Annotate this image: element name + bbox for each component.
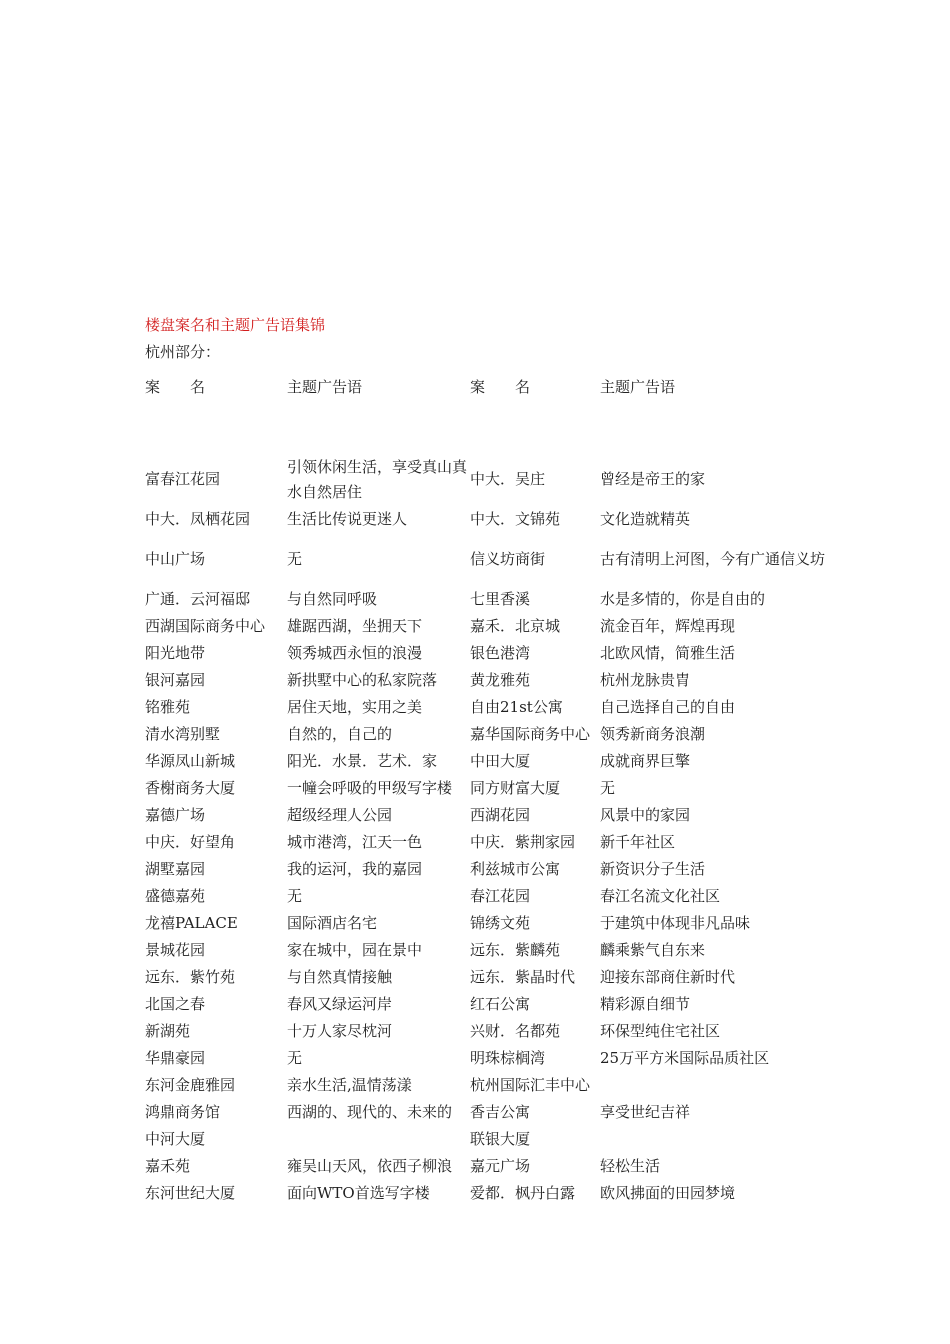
slogan-cell: 西湖的、现代的、未来的 [287, 1103, 453, 1121]
slogan-cell: 精彩源自细节 [600, 995, 691, 1013]
header-cell-slogan: 主题广告语 [287, 378, 363, 396]
slogan-cell: 风景中的家园 [600, 806, 691, 824]
slogan-cell: 流金百年，辉煌再现 [600, 617, 736, 635]
project-name-cell: 富春江花园 [145, 470, 221, 488]
slogan-cell: 与自然真情接触 [287, 968, 393, 986]
project-name-cell: 七里香溪 [470, 590, 531, 608]
slogan-cell [285, 1126, 468, 1153]
slogan-cell: 25万平方米国际品质社区 [600, 1049, 770, 1067]
slogan-cell: 新拱墅中心的私家院落 [287, 671, 438, 689]
table-row [143, 506, 833, 533]
project-name-cell: 银河嘉园 [145, 671, 206, 689]
slogan-cell: 自然的，自己的 [287, 725, 393, 743]
project-name-cell: 东河金鹿雅园 [145, 1076, 236, 1094]
slogan-cell: 超级经理人公园 [287, 806, 393, 824]
project-name-cell: 华鼎豪园 [145, 1049, 206, 1067]
table-row [143, 1018, 833, 1045]
slogan-cell: 北欧风情，简雅生活 [600, 644, 736, 662]
project-name-cell: 兴财．名都苑 [470, 1022, 561, 1040]
project-name-cell: 锦绣文苑 [470, 914, 531, 932]
project-name-cell: 景城花园 [145, 941, 206, 959]
table-row [143, 613, 833, 640]
table-row [143, 883, 833, 910]
header-cell-name: 案 名 [145, 378, 206, 396]
table-spacer-row [143, 405, 833, 453]
table-row [143, 775, 833, 802]
table-row [143, 937, 833, 964]
project-name-cell: 远东．紫麟苑 [470, 941, 561, 959]
table-row [143, 667, 833, 694]
project-name-cell: 嘉禾．北京城 [470, 617, 561, 635]
slogan-cell: 享受世纪吉祥 [600, 1103, 691, 1121]
slogan-cell: 我的运河，我的嘉园 [287, 860, 423, 878]
header-cell-name: 案 名 [470, 378, 531, 396]
project-name-cell: 广通．云河福邸 [145, 590, 251, 608]
project-name-cell: 中河大厦 [145, 1130, 206, 1148]
project-name-cell: 中庆．紫荆家园 [470, 833, 576, 851]
table-row [143, 694, 833, 721]
project-name-cell: 香吉公寓 [470, 1103, 531, 1121]
project-name-cell: 联银大厦 [470, 1130, 531, 1148]
slogan-cell: 一幢会呼吸的甲级写字楼 [287, 779, 453, 797]
project-name-cell: 盛德嘉苑 [145, 887, 206, 905]
slogan-cell: 春江名流文化社区 [600, 887, 721, 905]
project-name-cell: 嘉德广场 [145, 806, 206, 824]
slogan-cell: 家在城中，园在景中 [287, 941, 423, 959]
project-name-cell: 龙禧PALACE [145, 914, 238, 932]
project-name-cell: 西湖国际商务中心 [145, 617, 266, 635]
table-row [143, 829, 833, 856]
project-name-cell: 中大．凤栖花园 [145, 510, 251, 528]
project-name-cell: 嘉元广场 [470, 1157, 531, 1175]
slogan-cell: 阳光．水景．艺术．家 [287, 752, 438, 770]
slogan-cell: 欧风拂面的田园梦境 [600, 1184, 736, 1202]
table-row [143, 910, 833, 937]
project-name-cell: 西湖花园 [470, 806, 531, 824]
project-name-cell: 清水湾别墅 [145, 725, 221, 743]
project-name-cell: 新湖苑 [145, 1022, 191, 1040]
slogan-cell: 雍吴山天风，依西子柳浪 [287, 1157, 453, 1175]
slogan-cell: 雄踞西湖，坐拥天下 [287, 617, 423, 635]
slogan-cell: 水是多情的，你是自由的 [600, 590, 766, 608]
table-row [143, 453, 833, 506]
project-name-cell: 远东．紫晶时代 [470, 968, 576, 986]
slogan-cell: 迎接东部商住新时代 [600, 968, 736, 986]
project-name-cell: 红石公寓 [470, 995, 531, 1013]
table-row [143, 748, 833, 775]
slogan-cell: 轻松生活 [600, 1157, 661, 1175]
project-name-cell: 明珠棕榈湾 [470, 1049, 546, 1067]
table-row [143, 1126, 833, 1153]
slogan-cell: 引领休闲生活，享受真山真水自然居住 [287, 457, 468, 501]
slogan-cell: 亲水生活,温情荡漾 [287, 1076, 412, 1094]
table-row [143, 802, 833, 829]
project-name-cell: 中大．文锦苑 [470, 510, 561, 528]
slogan-cell [598, 1072, 833, 1099]
slogan-cell: 城市港湾，江天一色 [287, 833, 423, 851]
slogan-cell: 领秀城西永恒的浪漫 [287, 644, 423, 662]
slogan-cell: 于建筑中体现非凡品味 [600, 914, 751, 932]
slogan-cell: 国际酒店名宅 [287, 914, 378, 932]
table-row [143, 640, 833, 667]
project-name-cell: 自由21st公寓 [470, 698, 563, 716]
project-name-cell: 杭州国际汇丰中心 [470, 1076, 591, 1094]
table-row [143, 991, 833, 1018]
project-name-cell: 中山广场 [145, 550, 206, 568]
table-row [143, 1072, 833, 1099]
project-name-cell: 利兹城市公寓 [470, 860, 561, 878]
table-row [143, 1045, 833, 1072]
project-name-cell: 同方财富大厦 [470, 779, 561, 797]
table-row [143, 1099, 833, 1126]
slogan-cell: 新资识分子生活 [600, 860, 706, 878]
slogan-cell: 成就商界巨擎 [600, 752, 691, 770]
section-subtitle: 杭州部分： [145, 343, 221, 361]
project-name-cell: 东河世纪大厦 [145, 1184, 236, 1202]
table-row [143, 586, 833, 613]
project-name-cell: 湖墅嘉园 [145, 860, 206, 878]
slogan-cell: 无 [600, 779, 616, 797]
slogan-cell: 生活比传说更迷人 [287, 510, 408, 528]
project-name-cell: 中大．吴庄 [470, 470, 546, 488]
project-name-cell: 香榭商务大厦 [145, 779, 236, 797]
document-title: 楼盘案名和主题广告语集锦 [145, 316, 326, 334]
project-name-cell: 嘉华国际商务中心 [470, 725, 591, 743]
slogan-cell: 十万人家尽枕河 [287, 1022, 393, 1040]
slogan-cell: 环保型纯住宅社区 [600, 1022, 721, 1040]
slogan-cell: 麟乘紫气自东来 [600, 941, 706, 959]
slogan-cell: 领秀新商务浪潮 [600, 725, 706, 743]
slogan-cell: 无 [287, 887, 303, 905]
project-name-cell: 远东．紫竹苑 [145, 968, 236, 986]
table-row [143, 856, 833, 883]
slogan-cell: 无 [287, 550, 303, 568]
slogan-cell: 居住天地，实用之美 [287, 698, 423, 716]
listing-table [143, 375, 833, 1207]
table-row [143, 964, 833, 991]
project-name-cell: 信义坊商街 [470, 550, 546, 568]
slogan-cell: 杭州龙脉贵胄 [600, 671, 691, 689]
slogan-cell: 春风又绿运河岸 [287, 995, 393, 1013]
project-name-cell: 阳光地带 [145, 644, 206, 662]
table-row [143, 1153, 833, 1180]
slogan-cell: 曾经是帝王的家 [600, 470, 706, 488]
table-row [143, 721, 833, 748]
project-name-cell: 鸿鼎商务馆 [145, 1103, 221, 1121]
header-cell-slogan: 主题广告语 [600, 378, 676, 396]
project-name-cell: 中田大厦 [470, 752, 531, 770]
slogan-cell: 文化造就精英 [600, 510, 691, 528]
project-name-cell: 爱都．枫丹白露 [470, 1184, 576, 1202]
table-row [143, 533, 833, 586]
slogan-cell: 无 [287, 1049, 303, 1067]
slogan-cell: 与自然同呼吸 [287, 590, 378, 608]
project-name-cell: 银色港湾 [470, 644, 531, 662]
slogan-cell [598, 1126, 833, 1153]
table-header-row [143, 375, 833, 405]
project-name-cell: 黄龙雅苑 [470, 671, 531, 689]
project-name-cell: 春江花园 [470, 887, 531, 905]
table-row [143, 1180, 833, 1207]
project-name-cell: 嘉禾苑 [145, 1157, 191, 1175]
slogan-cell: 古有清明上河图，今有广通信义坊 [600, 550, 826, 568]
project-name-cell: 华源凤山新城 [145, 752, 236, 770]
slogan-cell: 面向WTO首选写字楼 [287, 1184, 430, 1202]
slogan-cell: 新千年社区 [600, 833, 676, 851]
slogan-cell: 自己选择自己的自由 [600, 698, 736, 716]
project-name-cell: 北国之春 [145, 995, 206, 1013]
project-name-cell: 铭雅苑 [145, 698, 191, 716]
project-name-cell: 中庆．好望角 [145, 833, 236, 851]
